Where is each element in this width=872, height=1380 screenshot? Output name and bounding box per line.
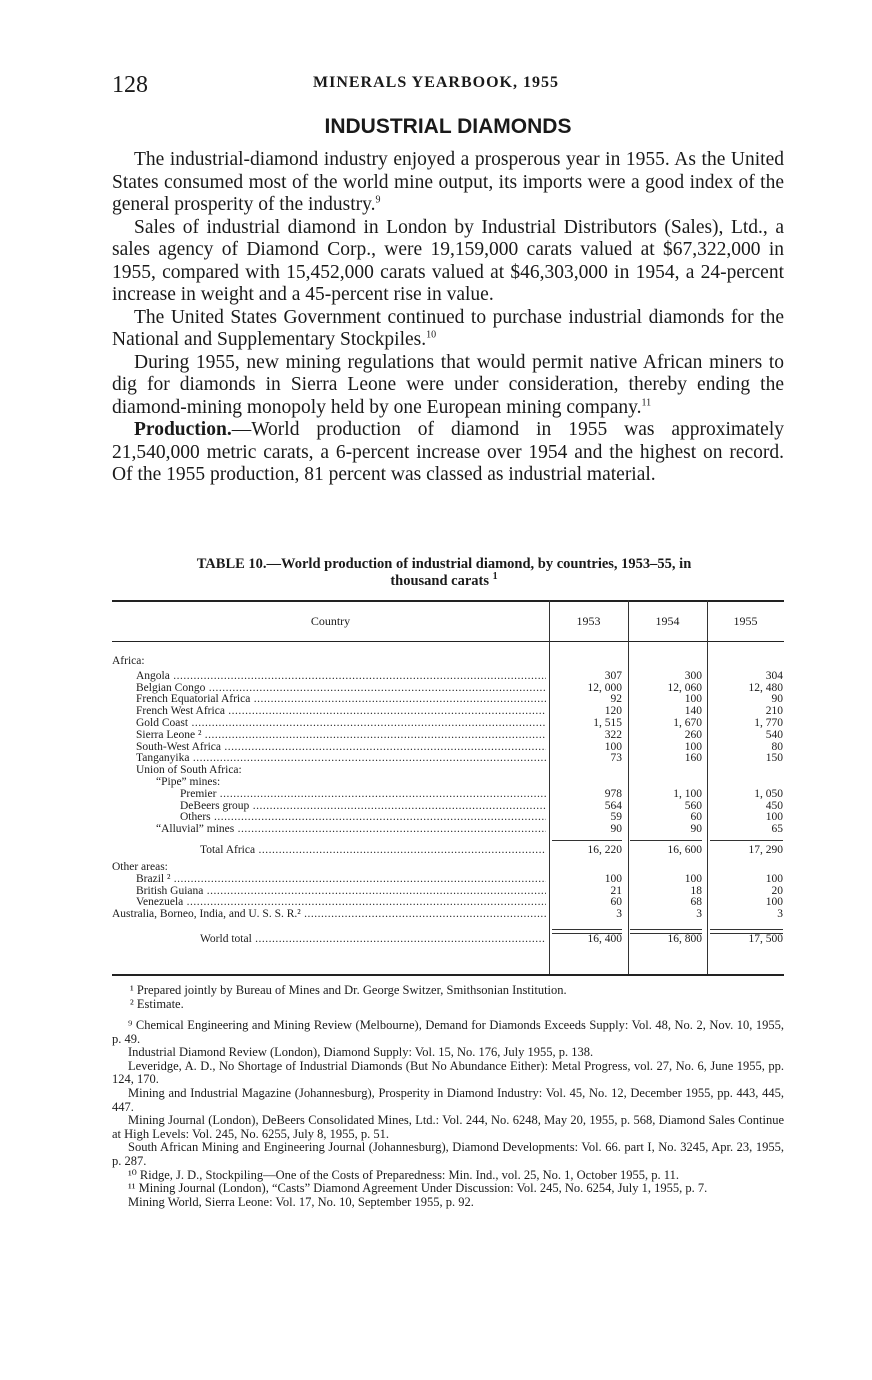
cell-1953: 90 xyxy=(610,823,622,836)
table-row xyxy=(112,683,784,695)
table-body xyxy=(112,656,784,949)
table-row xyxy=(112,671,784,683)
table-top-rule xyxy=(112,600,784,602)
cell-1954: 100 xyxy=(684,872,702,885)
cell-1953: 978 xyxy=(604,787,622,800)
row-label: Total Africa ..... xyxy=(112,840,546,860)
cell-1955: 540 xyxy=(765,728,783,741)
row-label: French West Africa ..... xyxy=(112,706,546,718)
cell-1955: 100 xyxy=(765,896,783,909)
table-bottom-rule xyxy=(112,974,784,976)
cell-1954: 90 xyxy=(690,823,702,836)
row-label: DeBeers group ..... xyxy=(112,801,546,813)
table-row xyxy=(112,742,784,754)
cell-1954: 100 xyxy=(684,693,702,706)
cell-1953: 21 xyxy=(610,884,622,897)
cell-1955: 20 xyxy=(771,884,783,897)
footnote: Mining Journal (London), DeBeers Consolidated Mines, Ltd.: Vol. 244, No. 6248, May 20, 1955, p. 568, Diamond Sales Continue at High Levels: Vol. 245, No. 6255, July 8, 1955, p. 51. xyxy=(112,1113,784,1141)
cell-1955: 80 xyxy=(771,740,783,753)
cell-1954: 68 xyxy=(690,896,702,909)
cell-1954: 140 xyxy=(684,705,702,718)
footnote: Leveridge, A. D., No Shortage of Industrial Diamonds (But No Abundance Either): Metal Progress, vol. 27, No. 6, June 1955, pp. 124, 170. xyxy=(112,1058,784,1087)
table-row xyxy=(112,874,784,886)
running-head: MINERALS YEARBOOK, 1955 xyxy=(313,74,559,91)
paragraph-5: Production.—World production of diamond in 1955 was approximately 21,540,000 metric carats, a 6-percent increase over 1954 and the highest on record. Of the 1955 production, 81 percent was classed as industrial material. xyxy=(112,419,784,485)
row-label: Venezuela ..... xyxy=(112,897,546,909)
cell-1955: 150 xyxy=(765,752,783,765)
row-label: Sierra Leone ² ..... xyxy=(112,730,546,742)
cell-1953: 73 xyxy=(610,752,622,765)
row-label: British Guiana ..... xyxy=(112,886,546,898)
table-row xyxy=(112,694,784,706)
double-total-rule xyxy=(710,929,783,934)
cell-1953: 100 xyxy=(604,872,622,885)
column-header-1953: 1953 xyxy=(576,614,601,628)
column-header-country: Country xyxy=(310,614,351,628)
footnote: ⁹ Chemical Engineering and Mining Review (Melbourne), Demand for Diamonds Exceeds Supply: Vol. 48, No. 2, Nov. 10, 1955, p. 49. xyxy=(112,1018,784,1046)
cell-1954: 3 xyxy=(696,908,702,921)
cell-1955: 100 xyxy=(765,872,783,885)
cell-1953: 16, 400 xyxy=(587,932,622,945)
production-table xyxy=(112,600,784,976)
cell-1955: 210 xyxy=(765,705,783,718)
cell-1955: 17, 500 xyxy=(748,932,783,945)
row-label: Gold Coast ..... xyxy=(112,718,546,730)
paragraph-2: Sales of industrial diamond in London by Industrial Distributors (Sales), Ltd., a sales agency of Diamond Corp., were 19,159,000 carats valued at $67,322,000 in 1955, compared with 15,452,000 carats valued at $46,303,000 in 1954, a 24-percent increase in weight and a 45-percent rise in value. xyxy=(112,216,784,305)
table-row xyxy=(112,777,784,789)
row-label: “Alluvial” mines ..... xyxy=(112,824,546,836)
total-row xyxy=(112,929,784,949)
total-rule xyxy=(552,840,622,841)
cell-1955: 100 xyxy=(765,811,783,824)
table-row xyxy=(112,789,784,801)
row-label: French Equatorial Africa ..... xyxy=(112,694,546,706)
paragraph-1: The industrial-diamond industry enjoyed a prosperous year in 1955. As the United States consumed most of the world mine output, its imports were a good index of the general prosperity of the industry.$^9$ xyxy=(112,149,784,215)
total-row xyxy=(112,840,784,860)
table-header-rule xyxy=(112,641,784,642)
row-label: World total ..... xyxy=(112,929,546,949)
cell-1954: 12, 060 xyxy=(667,681,702,694)
footnote: Mining World, Sierra Leone: Vol. 17, No. 10, September 1955, p. 92. xyxy=(128,1194,474,1209)
total-rule xyxy=(710,840,783,841)
table-row xyxy=(112,824,784,836)
cell-1955: 65 xyxy=(771,823,783,836)
cell-1953: 322 xyxy=(604,728,622,741)
row-label: Angola ..... xyxy=(112,671,546,683)
cell-1955: 3 xyxy=(777,908,783,921)
double-total-rule xyxy=(552,929,622,934)
column-header-1954: 1954 xyxy=(655,614,680,628)
cell-1954: 160 xyxy=(684,752,702,765)
cell-1953: 1, 515 xyxy=(593,716,622,729)
row-label: Union of South Africa: xyxy=(136,765,242,777)
table-row xyxy=(112,801,784,813)
cell-1953: 3 xyxy=(616,908,622,921)
column-header-1955: 1955 xyxy=(733,614,758,628)
row-label: Belgian Congo ..... xyxy=(112,683,546,695)
cell-1953: 564 xyxy=(604,799,622,812)
cell-1955: 1, 770 xyxy=(754,716,783,729)
cell-1954: 1, 670 xyxy=(673,716,702,729)
paragraph-3: The United States Government continued to purchase industrial diamonds for the National and Supplementary Stockpiles.$^{10}$ xyxy=(112,306,784,350)
cell-1954: 16, 600 xyxy=(667,843,702,856)
cell-1955: 17, 290 xyxy=(748,843,783,856)
table-row xyxy=(112,909,784,921)
cell-1955: 90 xyxy=(771,693,783,706)
row-label: “Pipe” mines: xyxy=(156,776,221,788)
footnote: South African Mining and Engineering Journal (Johannesburg), Diamond Developments: Vol. 66. part I, No. 3245, Apr. 23, 1955, p. 287. xyxy=(112,1140,784,1168)
table-row xyxy=(112,753,784,765)
footnote: ¹⁰ Ridge, J. D., Stockpiling—One of the Costs of Preparedness: Min. Ind., vol. 25, No. 1, October 1955, p. 11. xyxy=(128,1167,679,1182)
table-row xyxy=(112,862,784,874)
cell-1953: 60 xyxy=(610,896,622,909)
table-row xyxy=(112,886,784,898)
cell-1953: 120 xyxy=(604,705,622,718)
cell-1955: 304 xyxy=(765,669,783,682)
section-title: INDUSTRIAL DIAMONDS xyxy=(324,115,572,138)
cell-1953: 100 xyxy=(604,740,622,753)
table-row xyxy=(112,897,784,909)
cell-1953: 307 xyxy=(604,669,622,682)
cell-1954: 260 xyxy=(684,728,702,741)
table-note: ¹ Prepared jointly by Bureau of Mines and Dr. George Switzer, Smithsonian Institution. xyxy=(130,983,567,997)
cell-1954: 60 xyxy=(690,811,702,824)
table-row xyxy=(112,656,784,668)
cell-1954: 1, 100 xyxy=(673,787,702,800)
footnotes xyxy=(112,1019,784,1209)
table-row xyxy=(112,765,784,777)
row-label: Others ..... xyxy=(112,812,546,824)
cell-1954: 300 xyxy=(684,669,702,682)
table-row xyxy=(112,730,784,742)
page-number: 128 xyxy=(112,72,148,98)
production-heading: Production. xyxy=(134,419,232,440)
footnote: Mining and Industrial Magazine (Johannesburg), Prosperity in Diamond Industry: Vol. 45, No. 12, December 1955, pp. 443, 445, 447. xyxy=(112,1085,784,1114)
table-row xyxy=(112,718,784,730)
cell-1955: 1, 050 xyxy=(754,787,783,800)
table-row xyxy=(112,812,784,824)
table-caption: TABLE 10.—World production of industrial diamond, by countries, 1953–55, in thousand carats $^1$ xyxy=(196,556,692,589)
cell-1954: 16, 800 xyxy=(667,932,702,945)
cell-1953: 59 xyxy=(610,811,622,824)
footnote: Industrial Diamond Review (London), Diamond Supply: Vol. 15, No. 176, July 1955, p. 138. xyxy=(128,1045,594,1060)
paragraph-4: During 1955, new mining regulations that would permit native African miners to dig for diamonds in Sierra Leone were under consideration, thereby ending the diamond-mining monopoly held by one European mining company.$^{11}$ xyxy=(112,351,784,418)
row-label: Africa: xyxy=(112,656,145,667)
cell-1955: 12, 480 xyxy=(748,681,783,694)
total-rule xyxy=(630,840,702,841)
row-label: Brazil ² ..... xyxy=(112,874,546,886)
row-label: South-West Africa ..... xyxy=(112,742,546,754)
row-label: Other areas: xyxy=(112,861,168,873)
row-label: Tanganyika ..... xyxy=(112,753,546,765)
row-label: Premier ..... xyxy=(112,789,546,801)
cell-1954: 560 xyxy=(684,799,702,812)
body-text xyxy=(112,149,784,487)
cell-1954: 18 xyxy=(690,884,702,897)
cell-1954: 100 xyxy=(684,740,702,753)
cell-1955: 450 xyxy=(765,799,783,812)
cell-1953: 92 xyxy=(610,693,622,706)
footnote: ¹¹ Mining Journal (London), “Casts” Diamond Agreement Under Discussion: Vol. 245, No. 6254, July 1, 1955, p. 7. xyxy=(128,1181,708,1196)
table-note: ² Estimate. xyxy=(130,996,184,1011)
cell-1953: 16, 220 xyxy=(587,843,622,856)
table-notes xyxy=(112,984,784,1011)
double-total-rule xyxy=(630,929,702,934)
cell-1953: 12, 000 xyxy=(587,681,622,694)
row-label: Australia, Borneo, India, and U. S. S. R.² ..... xyxy=(112,909,546,921)
